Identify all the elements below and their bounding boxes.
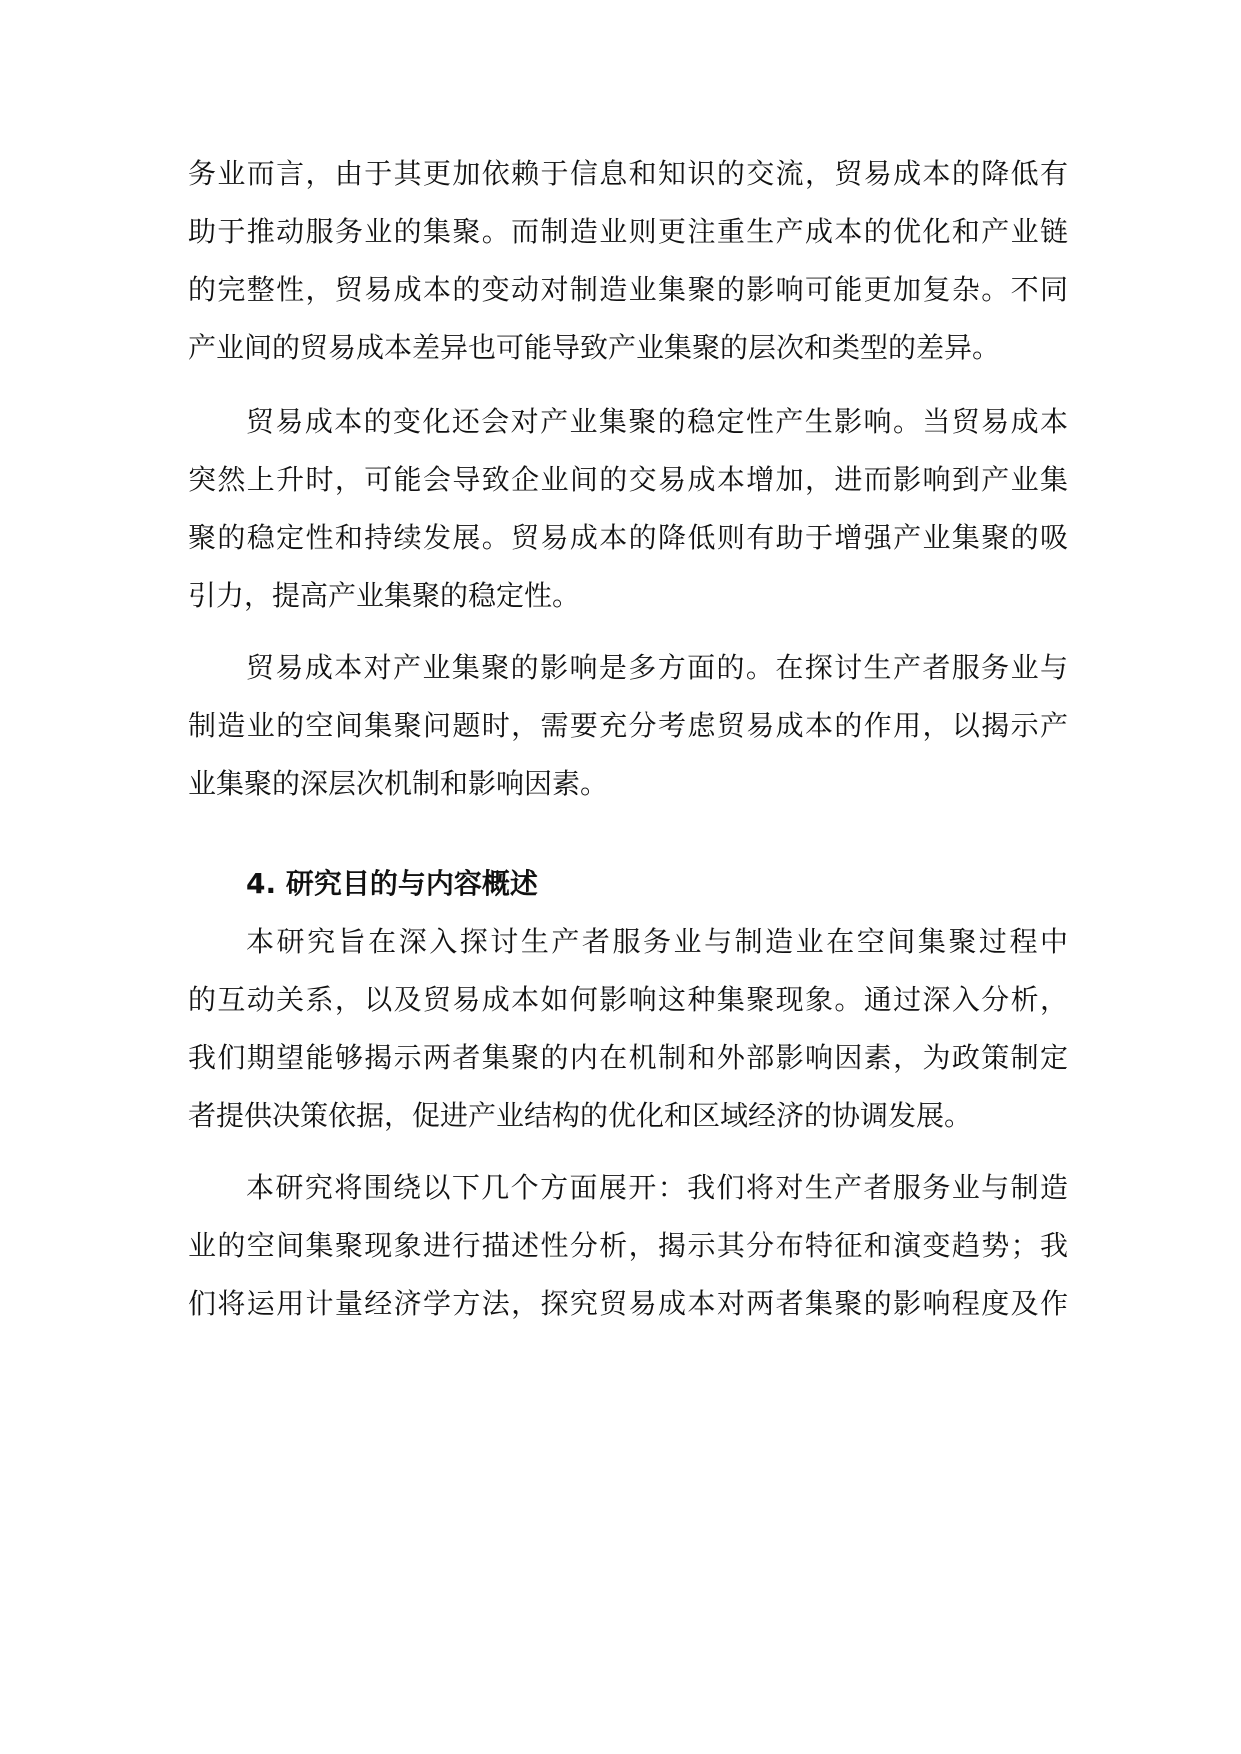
text-line: 引力，提高产业集聚的稳定性。 xyxy=(188,579,581,612)
text-line: 务业而言，由于其更加依赖于信息和知识的交流，贸易成本的降低有 xyxy=(188,157,1068,190)
text-line: 的完整性，贸易成本的变动对制造业集聚的影响可能更加复杂。不同 xyxy=(188,273,1068,306)
text-line: 业集聚的深层次机制和影响因素。 xyxy=(188,767,609,800)
text-line: 本研究将围绕以下几个方面展开：我们将对生产者服务业与制造 xyxy=(246,1171,1068,1204)
paragraph-trade-cost-summary xyxy=(188,639,1068,813)
paragraph-research-content xyxy=(188,1159,1068,1333)
section-heading: 4. 研究目的与内容概述 xyxy=(246,867,538,900)
text-line: 我们期望能够揭示两者集聚的内在机制和外部影响因素，为政策制定 xyxy=(188,1041,1068,1074)
text-line: 业的空间集聚现象进行描述性分析，揭示其分布特征和演变趋势；我 xyxy=(188,1229,1068,1262)
text-line: 者提供决策依据，促进产业结构的优化和区域经济的协调发展。 xyxy=(188,1099,973,1132)
text-line: 助于推动服务业的集聚。而制造业则更注重生产成本的优化和产业链 xyxy=(188,215,1068,248)
paragraph-trade-cost-industries xyxy=(188,145,1068,377)
text-line: 产业间的贸易成本差异也可能导致产业集聚的层次和类型的差异。 xyxy=(188,331,1001,364)
paragraph-research-purpose xyxy=(188,913,1068,1145)
text-line: 聚的稳定性和持续发展。贸易成本的降低则有助于增强产业集聚的吸 xyxy=(188,521,1068,554)
text-line: 本研究旨在深入探讨生产者服务业与制造业在空间集聚过程中 xyxy=(246,925,1068,958)
text-line: 贸易成本对产业集聚的影响是多方面的。在探讨生产者服务业与 xyxy=(246,651,1068,684)
text-line: 们将运用计量经济学方法，探究贸易成本对两者集聚的影响程度及作 xyxy=(188,1287,1068,1320)
text-line: 突然上升时，可能会导致企业间的交易成本增加，进而影响到产业集 xyxy=(188,463,1068,496)
text-line: 的互动关系，以及贸易成本如何影响这种集聚现象。通过深入分析， xyxy=(188,983,1068,1016)
paragraph-trade-cost-stability xyxy=(188,393,1068,625)
page-body xyxy=(188,145,1068,1347)
text-line: 制造业的空间集聚问题时，需要充分考虑贸易成本的作用，以揭示产 xyxy=(188,709,1068,742)
text-line: 贸易成本的变化还会对产业集聚的稳定性产生影响。当贸易成本 xyxy=(246,405,1068,438)
